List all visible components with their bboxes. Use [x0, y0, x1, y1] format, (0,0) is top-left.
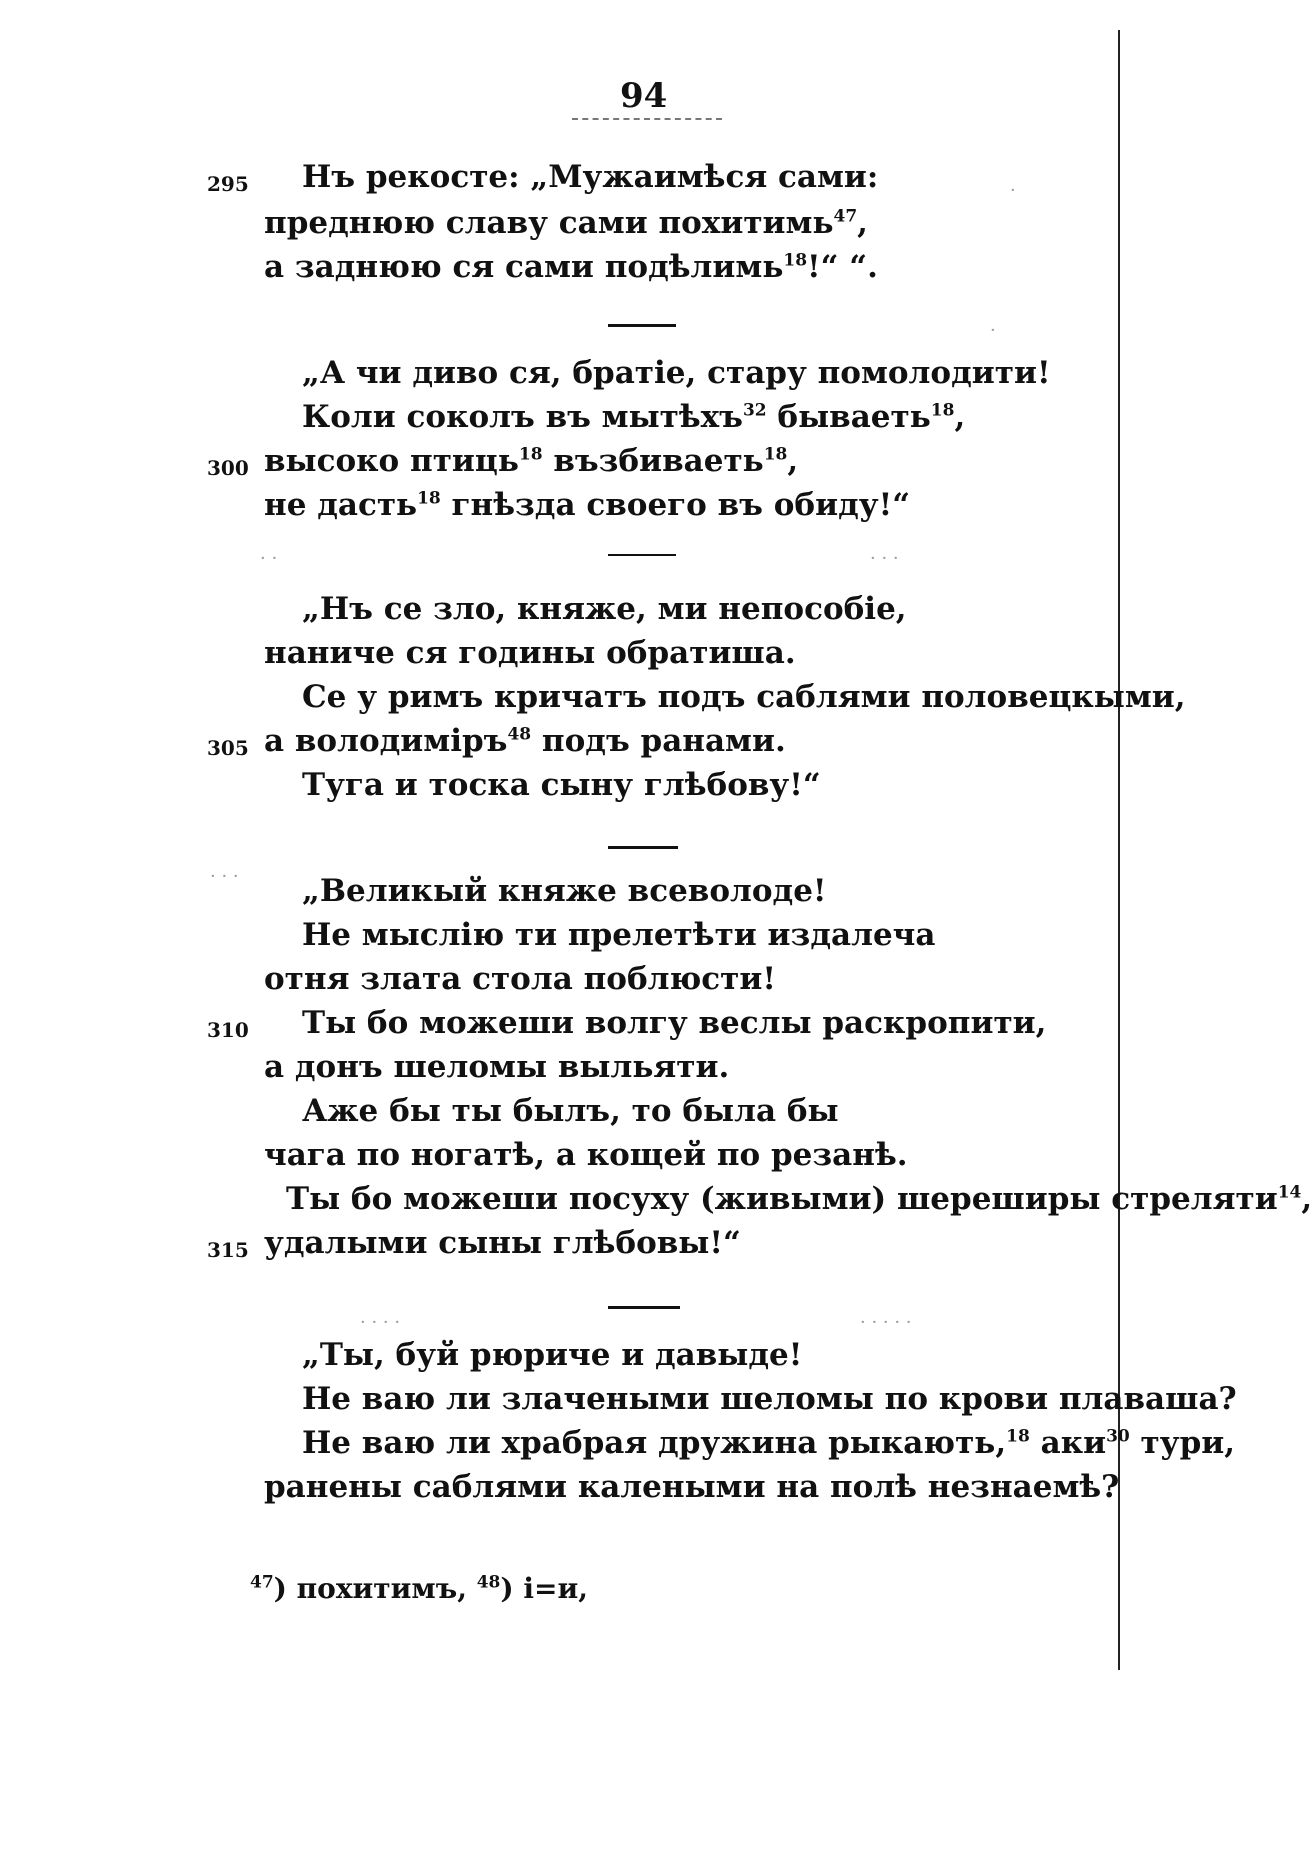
verse-text: гнѣзда своего въ обиду!“ [440, 487, 911, 523]
footnote-reference: 18 [417, 488, 441, 509]
line-number: 295 [207, 172, 249, 196]
footnote-text: ) і=и, [500, 1572, 588, 1605]
verse-text: !“ “. [807, 249, 878, 285]
verse-text: тури, [1129, 1425, 1236, 1461]
verse-line [264, 1137, 908, 1173]
verse-text: а донъ шеломы выльяти. [264, 1049, 730, 1085]
scan-noise: · · · [870, 548, 899, 569]
verse-line [286, 1181, 1312, 1217]
verse-line [302, 1337, 803, 1373]
scan-noise: · · · [210, 866, 239, 887]
verse-line [302, 1093, 839, 1129]
verse-text: Не ваю ли храбрая дружина рыкають, [302, 1425, 1007, 1461]
verse-line [302, 355, 1051, 391]
verse-text: Ты бо можеши посуху (живыми) шереширы стреляти [286, 1181, 1278, 1217]
footnote-reference: 32 [742, 400, 767, 421]
stanza-divider [608, 324, 676, 327]
scan-noise: · · · · · [860, 1312, 912, 1333]
verse-text: , [857, 205, 868, 241]
verse-text: а заднюю ся сами подѣлимь [264, 249, 784, 285]
verse-line [302, 917, 936, 953]
footnote-reference: 18 [763, 444, 788, 465]
verse-line [302, 399, 966, 435]
verse-text: възбиваеть [542, 443, 764, 479]
verse-text: чага по ногатѣ, а кощей по резанѣ. [264, 1137, 908, 1173]
verse-line [302, 1005, 1047, 1041]
scan-noise: · · [260, 548, 278, 569]
footnote-text: ) похитимъ, [273, 1572, 467, 1605]
scan-noise: · [990, 320, 996, 341]
verse-text: а володиміръ [264, 723, 508, 759]
verse-line [302, 591, 907, 627]
scan-noise: · [1010, 180, 1016, 201]
stanza-divider [608, 554, 676, 556]
footnote-reference: 18 [783, 250, 808, 271]
scan-noise: · · · · [360, 1312, 401, 1333]
verse-text: ранены саблями калеными на полѣ незнаемѣ? [264, 1469, 1120, 1505]
verse-text: Аже бы ты былъ, то была бы [302, 1093, 839, 1129]
verse-line [302, 159, 879, 195]
verse-line [264, 1049, 730, 1085]
verse-text: Не ваю ли злачеными шеломы по крови плаваша? [302, 1381, 1237, 1417]
verse-line [264, 205, 868, 241]
footnote-marker: 48 [476, 1572, 501, 1593]
verse-line [264, 635, 796, 671]
verse-text: Ты бо можеши волгу веслы раскропити, [302, 1005, 1047, 1041]
verse-text: подъ ранами. [531, 723, 786, 759]
verse-text: „Нъ се зло, княже, ми непособіе, [302, 591, 907, 627]
footnote-reference: 18 [930, 400, 955, 421]
page-edge-rule [1118, 30, 1120, 1670]
verse-text: удалыми сыны глѣбовы!“ [264, 1225, 741, 1261]
footnote-reference: 48 [507, 724, 532, 745]
footnote-reference: 18 [518, 444, 543, 465]
verse-line [302, 1425, 1236, 1461]
line-number: 300 [207, 456, 249, 480]
footnote-reference: 14 [1277, 1182, 1302, 1203]
verse-line [264, 961, 776, 997]
footnote-marker: 47 [250, 1572, 274, 1593]
verse-text: преднюю славу сами похитимь [264, 205, 834, 241]
verse-text: , [1301, 1181, 1312, 1217]
verse-text: не дасть [264, 487, 418, 523]
verse-line [264, 1225, 741, 1261]
stanza-divider [608, 1306, 680, 1309]
line-number: 305 [207, 736, 249, 760]
verse-text: высоко птиць [264, 443, 519, 479]
verse-text: „Ты, буй рюриче и давыде! [302, 1337, 803, 1373]
verse-line [302, 679, 1186, 715]
verse-text: , [787, 443, 799, 479]
verse-text: Не мыслію ти прелетѣти издалеча [302, 917, 936, 953]
verse-line [264, 249, 878, 285]
verse-text: бываеть [766, 399, 931, 435]
verse-text: отня злата стола поблюсти! [264, 961, 776, 997]
verse-line [264, 1469, 1120, 1505]
stanza-divider [608, 846, 678, 849]
verse-text: „А чи диво ся, братіе, стару помолодити! [302, 355, 1051, 391]
verse-text: , [954, 399, 966, 435]
verse-text: наниче ся годины обратиша. [264, 635, 796, 671]
line-number: 315 [207, 1238, 249, 1262]
verse-line [264, 443, 799, 479]
footnote-reference: 30 [1106, 1426, 1130, 1447]
page-number-underline [572, 118, 722, 120]
footnote-reference: 18 [1006, 1426, 1030, 1447]
verse-line [264, 487, 911, 523]
verse-text: Туга и тоска сыну глѣбову!“ [302, 767, 821, 803]
verse-line [302, 767, 821, 803]
verse-text: Коли соколъ въ мытѣхъ [302, 399, 743, 435]
verse-line [264, 723, 786, 759]
verse-text: аки [1029, 1425, 1107, 1461]
verse-text: Нъ рекосте: „Мужаимѣся сами: [302, 159, 879, 195]
footnote-reference: 47 [833, 206, 858, 227]
line-number: 310 [207, 1018, 249, 1042]
verse-text: „Великый княже всеволоде! [302, 873, 827, 909]
verse-text: Се у римъ кричатъ подъ саблями половецкыми, [302, 679, 1186, 715]
verse-line [302, 1381, 1237, 1417]
page-number: 94 [620, 76, 668, 116]
verse-line [302, 873, 827, 909]
footnotes [250, 1572, 588, 1605]
